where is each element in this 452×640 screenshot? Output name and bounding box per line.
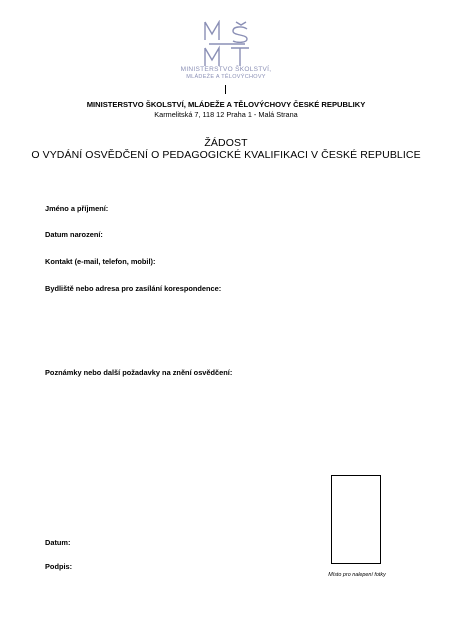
msmt-logo-icon	[195, 20, 257, 68]
form-title-line1: ŽÁDOST	[204, 137, 248, 149]
logo-text-line2: MLÁDEŽE A TĚLOVÝCHOVY	[186, 74, 266, 80]
field-birth-date-label: Datum narození:	[45, 230, 103, 239]
photo-caption: Místo pro nalepení fotky	[328, 572, 386, 578]
form-title	[0, 137, 452, 161]
field-date-label: Datum:	[45, 538, 71, 547]
field-address-label: Bydliště nebo adresa pro zasílání korespondence:	[45, 284, 222, 293]
logo-text-line1: MINISTERSTVO ŠKOLSTVÍ,	[180, 66, 272, 73]
form-title-line2: O VYDÁNÍ OSVĚDČENÍ O PEDAGOGICKÉ KVALIFIKACI V ČESKÉ REPUBLICE	[31, 149, 421, 161]
logo-divider	[225, 85, 226, 94]
field-contact-label: Kontakt (e-mail, telefon, mobil):	[45, 257, 156, 266]
ministry-address: Karmelitská 7, 118 12 Praha 1 - Malá Strana	[154, 110, 298, 119]
ministry-header	[0, 100, 452, 120]
photo-placeholder-box	[331, 475, 381, 564]
field-notes-label: Poznámky nebo další požadavky na znění osvědčení:	[45, 368, 233, 377]
ministry-name: MINISTERSTVO ŠKOLSTVÍ, MLÁDEŽE A TĚLOVÝCHOVY ČESKÉ REPUBLIKY	[86, 100, 366, 109]
field-name-label: Jméno a příjmení:	[45, 204, 109, 213]
ministry-logo	[0, 20, 452, 105]
field-signature-label: Podpis:	[45, 562, 73, 571]
